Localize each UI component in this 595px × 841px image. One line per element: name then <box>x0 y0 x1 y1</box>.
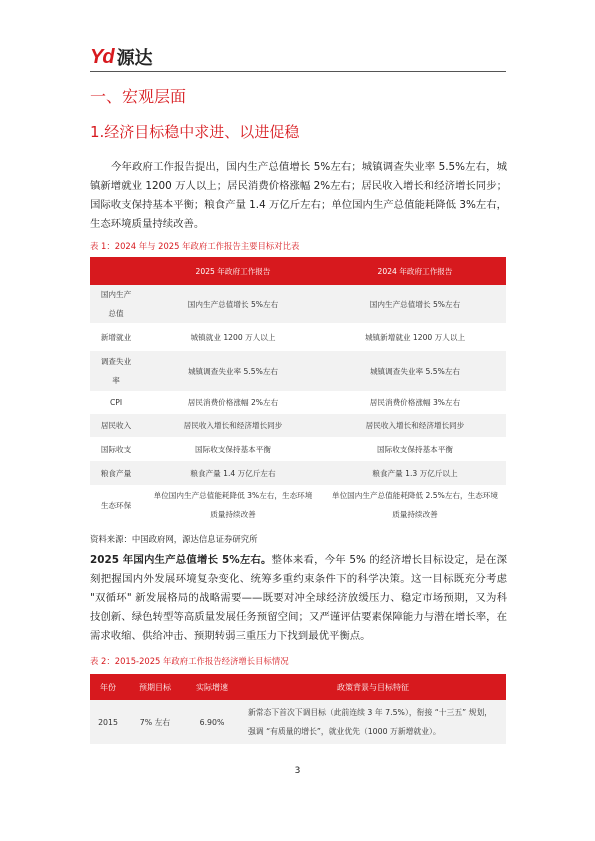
lead-sentence: 2025 年国内生产总值增长 5%左右。 <box>90 554 272 566</box>
header-cell: 实际增速 <box>184 674 240 700</box>
table-cell: 居民消费价格涨幅 2%左右 <box>142 391 324 414</box>
row-label: 生态环保 <box>90 485 142 525</box>
table-cell: 粮食产量 1.3 万亿斤以上 <box>324 461 506 485</box>
table-row <box>90 323 506 351</box>
table-cell: 居民收入增长和经济增长同步 <box>324 414 506 437</box>
table-row <box>90 461 506 485</box>
table1-source: 资料来源：中国政府网，源达信息证券研究所 <box>90 534 258 544</box>
table-cell: 城镇调查失业率 5.5%左右 <box>142 351 324 391</box>
table-cell: 2015 <box>90 700 126 744</box>
table-cell: 国际收支保持基本平衡 <box>324 437 506 461</box>
header-cell: 政策背景与目标特征 <box>240 674 506 700</box>
table-cell: 7% 左右 <box>126 700 184 744</box>
table-cell: 单位国内生产总值能耗降低 2.5%左右，生态环境质量持续改善 <box>324 485 506 525</box>
table-row <box>90 700 506 744</box>
row-label: 调查失业率 <box>90 351 142 391</box>
row-label: 居民收入 <box>90 414 142 437</box>
table-cell: 国内生产总值增长 5%左右 <box>142 285 324 323</box>
table-cell: 新常态下首次下调目标（此前连续 3 年 7.5%），衔接 “十三五” 规划，强调 “有质量的增长”，就业优先（1000 万新增就业）。 <box>240 700 506 744</box>
row-label: 国际收支 <box>90 437 142 461</box>
header-cell <box>90 257 142 285</box>
targets-comparison-table <box>90 257 506 525</box>
row-label: CPI <box>90 391 142 414</box>
growth-target-table <box>90 674 506 744</box>
table-cell: 6.90% <box>184 700 240 744</box>
table-cell: 居民消费价格涨幅 3%左右 <box>324 391 506 414</box>
row-label: 新增就业 <box>90 323 142 351</box>
section-title: 一、宏观层面 <box>90 87 187 106</box>
table1-caption: 表 1：2024 年与 2025 年政府工作报告主要目标对比表 <box>90 241 300 251</box>
logo-mark: Yd <box>90 45 114 68</box>
table-cell: 粮食产量 1.4 万亿斤左右 <box>142 461 324 485</box>
header-cell: 年份 <box>90 674 126 700</box>
table-header-row <box>90 674 506 700</box>
table-row <box>90 437 506 461</box>
table-cell: 城镇就业 1200 万人以上 <box>142 323 324 351</box>
table-row <box>90 391 506 414</box>
table-cell: 城镇新增就业 1200 万人以上 <box>324 323 506 351</box>
paragraph-growth-target <box>90 551 507 646</box>
paragraph-body: 整体来看，今年 5% 的经济增长目标设定，是在深刻把握国内外发展环境复杂变化、统筹多重约束条件下的科学决策。这一目标既充分考虑 "双循环" 新发展格局的战略需要——既要对冲全球经济放缓压力、稳定市场预期，又为科技创新、绿色转型等高质量发展任务预留空间；又严谨评估要素保障能力与潜在增长率，在需求收缩、供给冲击、预期转弱三重压力下找到最优平衡点。 <box>90 554 507 642</box>
table-row <box>90 485 506 525</box>
header-divider <box>90 71 506 72</box>
logo-text: 源达 <box>116 48 153 69</box>
header-cell: 2025 年政府工作报告 <box>142 257 324 285</box>
table-row <box>90 285 506 323</box>
table-cell: 居民收入增长和经济增长同步 <box>142 414 324 437</box>
brand-logo <box>90 44 153 70</box>
table-row <box>90 351 506 391</box>
row-label: 粮食产量 <box>90 461 142 485</box>
page-number: 3 <box>294 766 301 776</box>
table-cell: 国际收支保持基本平衡 <box>142 437 324 461</box>
table-cell: 城镇调查失业率 5.5%左右 <box>324 351 506 391</box>
table-header-row <box>90 257 506 285</box>
header-cell: 预期目标 <box>126 674 184 700</box>
table-cell: 单位国内生产总值能耗降低 3%左右，生态环境质量持续改善 <box>142 485 324 525</box>
table-cell: 国内生产总值增长 5%左右 <box>324 285 506 323</box>
subsection-title: 1.经济目标稳中求进、以进促稳 <box>90 123 300 141</box>
table2-caption: 表 2：2015-2025 年政府工作报告经济增长目标情况 <box>90 656 289 666</box>
row-label: 国内生产总值 <box>90 285 142 323</box>
paragraph-targets: 今年政府工作报告提出，国内生产总值增长 5%左右；城镇调查失业率 5.5%左右，城镇新增就业 1200 万人以上；居民消费价格涨幅 2%左右；居民收入增长和经济增长同步；国际收支保持基本平衡；粮食产量 1.4 万亿斤左右；单位国内生产总值能耗降低 3%左右，生态环境质量持续改善。 <box>90 161 507 230</box>
header-cell: 2024 年政府工作报告 <box>324 257 506 285</box>
table-row <box>90 414 506 437</box>
